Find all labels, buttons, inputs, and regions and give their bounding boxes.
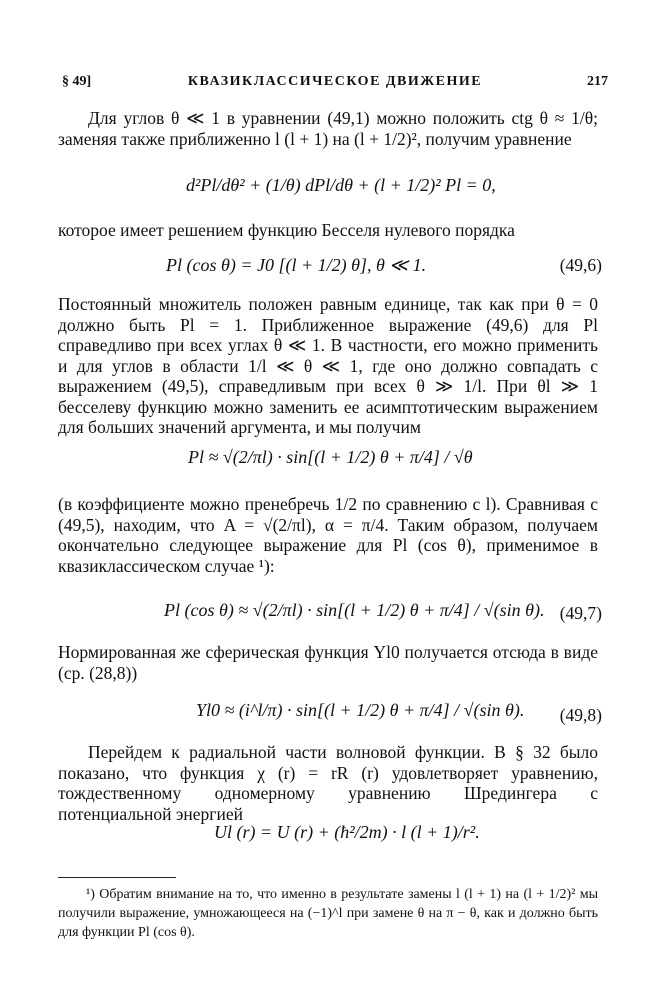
equation-bessel-ode: d²Pl/dθ² + (1/θ) dPl/dθ + (l + 1/2)² Pl = 0, bbox=[186, 175, 496, 195]
paragraph-6: Перейдем к радиальной части волновой функции. В § 32 было показано, что функция χ (r) = rR (r) удовлетворяет уравнению, тождественному одномерному уравнению Шредингера с потенциальной энергией bbox=[58, 742, 598, 824]
paragraph-5: Нормированная же сферическая функция Yl0 получается отсюда в виде (ср. (28,8)) bbox=[58, 642, 598, 683]
section-ref: § 49] bbox=[62, 74, 92, 89]
footnote-divider bbox=[58, 877, 176, 878]
paragraph-3: Постоянный множитель положен равным единице, так как при θ = 0 должно быть Pl = 1. Приближенное выражение (49,6) для Pl справедливо при всех углах θ ≪ 1. В частности, его можно применить и для углов в области 1/l ≪ θ ≪ 1, где оно должно совпадать с выражением (49,5), справедливым при всех θ ≫ 1/l. При θl ≫ 1 бесселеву функцию можно заменить ее асимптотическим выражением для больших значений аргумента, и мы получим bbox=[58, 294, 598, 437]
equation-number-49-8: (49,8) bbox=[559, 705, 602, 725]
paragraph-1: Для углов θ ≪ 1 в уравнении (49,1) можно положить ctg θ ≈ 1/θ; заменяя также приближенно l (l + 1) на (l + 1/2)², получим уравнение bbox=[58, 108, 598, 149]
chapter-title: КВАЗИКЛАССИЧЕСКОЕ ДВИЖЕНИЕ bbox=[187, 74, 483, 89]
equation-49-7: Pl (cos θ) ≈ √(2/πl) · sin[(l + 1/2) θ + π/4] / √(sin θ). bbox=[164, 600, 545, 620]
equation-potential: Ul (r) = U (r) + (ħ²/2m) · l (l + 1)/r². bbox=[214, 822, 480, 842]
equation-number-49-7: (49,7) bbox=[559, 603, 602, 623]
paragraph-4: (в коэффициенте можно пренебречь 1/2 по сравнению с l). Сравнивая с (49,5), находим, что A = √(2/πl), α = π/4. Таким образом, получаем окончательно следующее выражение для Pl (cos θ), применимое в квазиклассическом случае ¹): bbox=[58, 494, 598, 576]
footnote-text: ¹) Обратим внимание на то, что именно в результате замены l (l + 1) на (l + 1/2)² мы получили выражение, умножающееся на (−1)^l при замене θ на π − θ, как и должно быть для функции Pl (cos θ). bbox=[58, 887, 598, 940]
equation-number-49-6: (49,6) bbox=[559, 255, 602, 275]
footnote bbox=[58, 885, 598, 942]
equation-asymptotic: Pl ≈ √(2/πl) · sin[(l + 1/2) θ + π/4] / √θ bbox=[188, 447, 473, 467]
page-number: 217 bbox=[587, 74, 608, 89]
equation-49-6: Pl (cos θ) = J0 [(l + 1/2) θ], θ ≪ 1. bbox=[166, 255, 427, 275]
equation-49-8: Yl0 ≈ (i^l/π) · sin[(l + 1/2) θ + π/4] / √(sin θ). bbox=[196, 700, 525, 720]
paragraph-2: которое имеет решением функцию Бесселя нулевого порядка bbox=[58, 220, 515, 240]
running-header bbox=[62, 74, 608, 96]
